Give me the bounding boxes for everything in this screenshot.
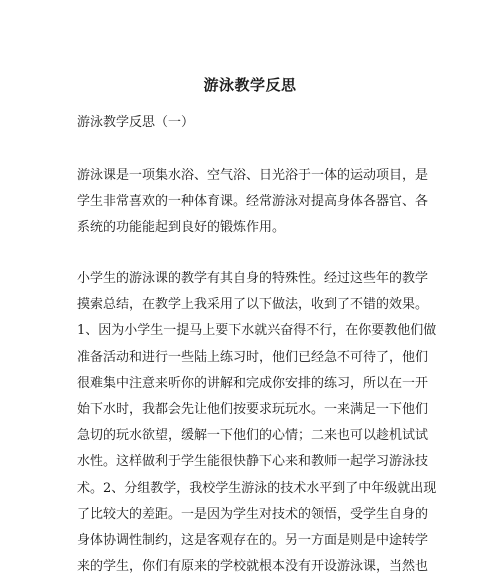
document-title: 游泳教学反思 (203, 76, 297, 94)
text-line: 准备活动和进行一些陆上练习时，他们已经急不可待了，他们 (77, 349, 429, 365)
text-line: 身体协调性制约，这是客观存在的。另一方面是则是中途转学 (77, 533, 429, 549)
text-line: 急切的玩水欲望，缓解一下他们的心情；二来也可以趁机试试 (77, 428, 429, 444)
paragraph-teaching (77, 266, 437, 580)
text-line: 很难集中注意来听你的讲解和完成你安排的练习，所以在一开 (77, 375, 429, 391)
text-line: 水性。这样做利于学生能很快静下心来和教师一起学习游泳技 (77, 454, 429, 470)
text-line: 来的学生，你们有原来的学校就根本没有开设游泳课，当然也 (77, 559, 429, 575)
text-line: 术。2、分组教学，我校学生游泳的技术水平到了中年级就出现 (77, 480, 437, 496)
text-line: 系统的功能能起到良好的锻炼作用。 (77, 220, 286, 236)
text-line: 小学生的游泳课的教学有其自身的特殊性。经过这些年的教学 (77, 271, 429, 286)
text-line: 学生非常喜欢的一种体育课。经常游泳对提高身体各器官、各 (77, 194, 429, 210)
text-line: 了比较大的差距。一是因为学生对技术的领悟，受学生自身的 (77, 506, 429, 522)
text-line: 摸索总结，在教学上我采用了以下做法，收到了不错的效果。 (77, 297, 429, 313)
text-line: 1、因为小学生一提马上要下水就兴奋得不行，在你要教他们做 (77, 323, 437, 339)
document-subtitle: 游泳教学反思（一） (77, 115, 195, 130)
text-line: 游泳课是一项集水浴、空气浴、日光浴于一体的运动项目，是 (77, 168, 429, 183)
paragraph-intro (77, 163, 429, 242)
text-line: 始下水时，我都会先让他们按要求玩玩水。一来满足一下他们 (77, 402, 429, 418)
